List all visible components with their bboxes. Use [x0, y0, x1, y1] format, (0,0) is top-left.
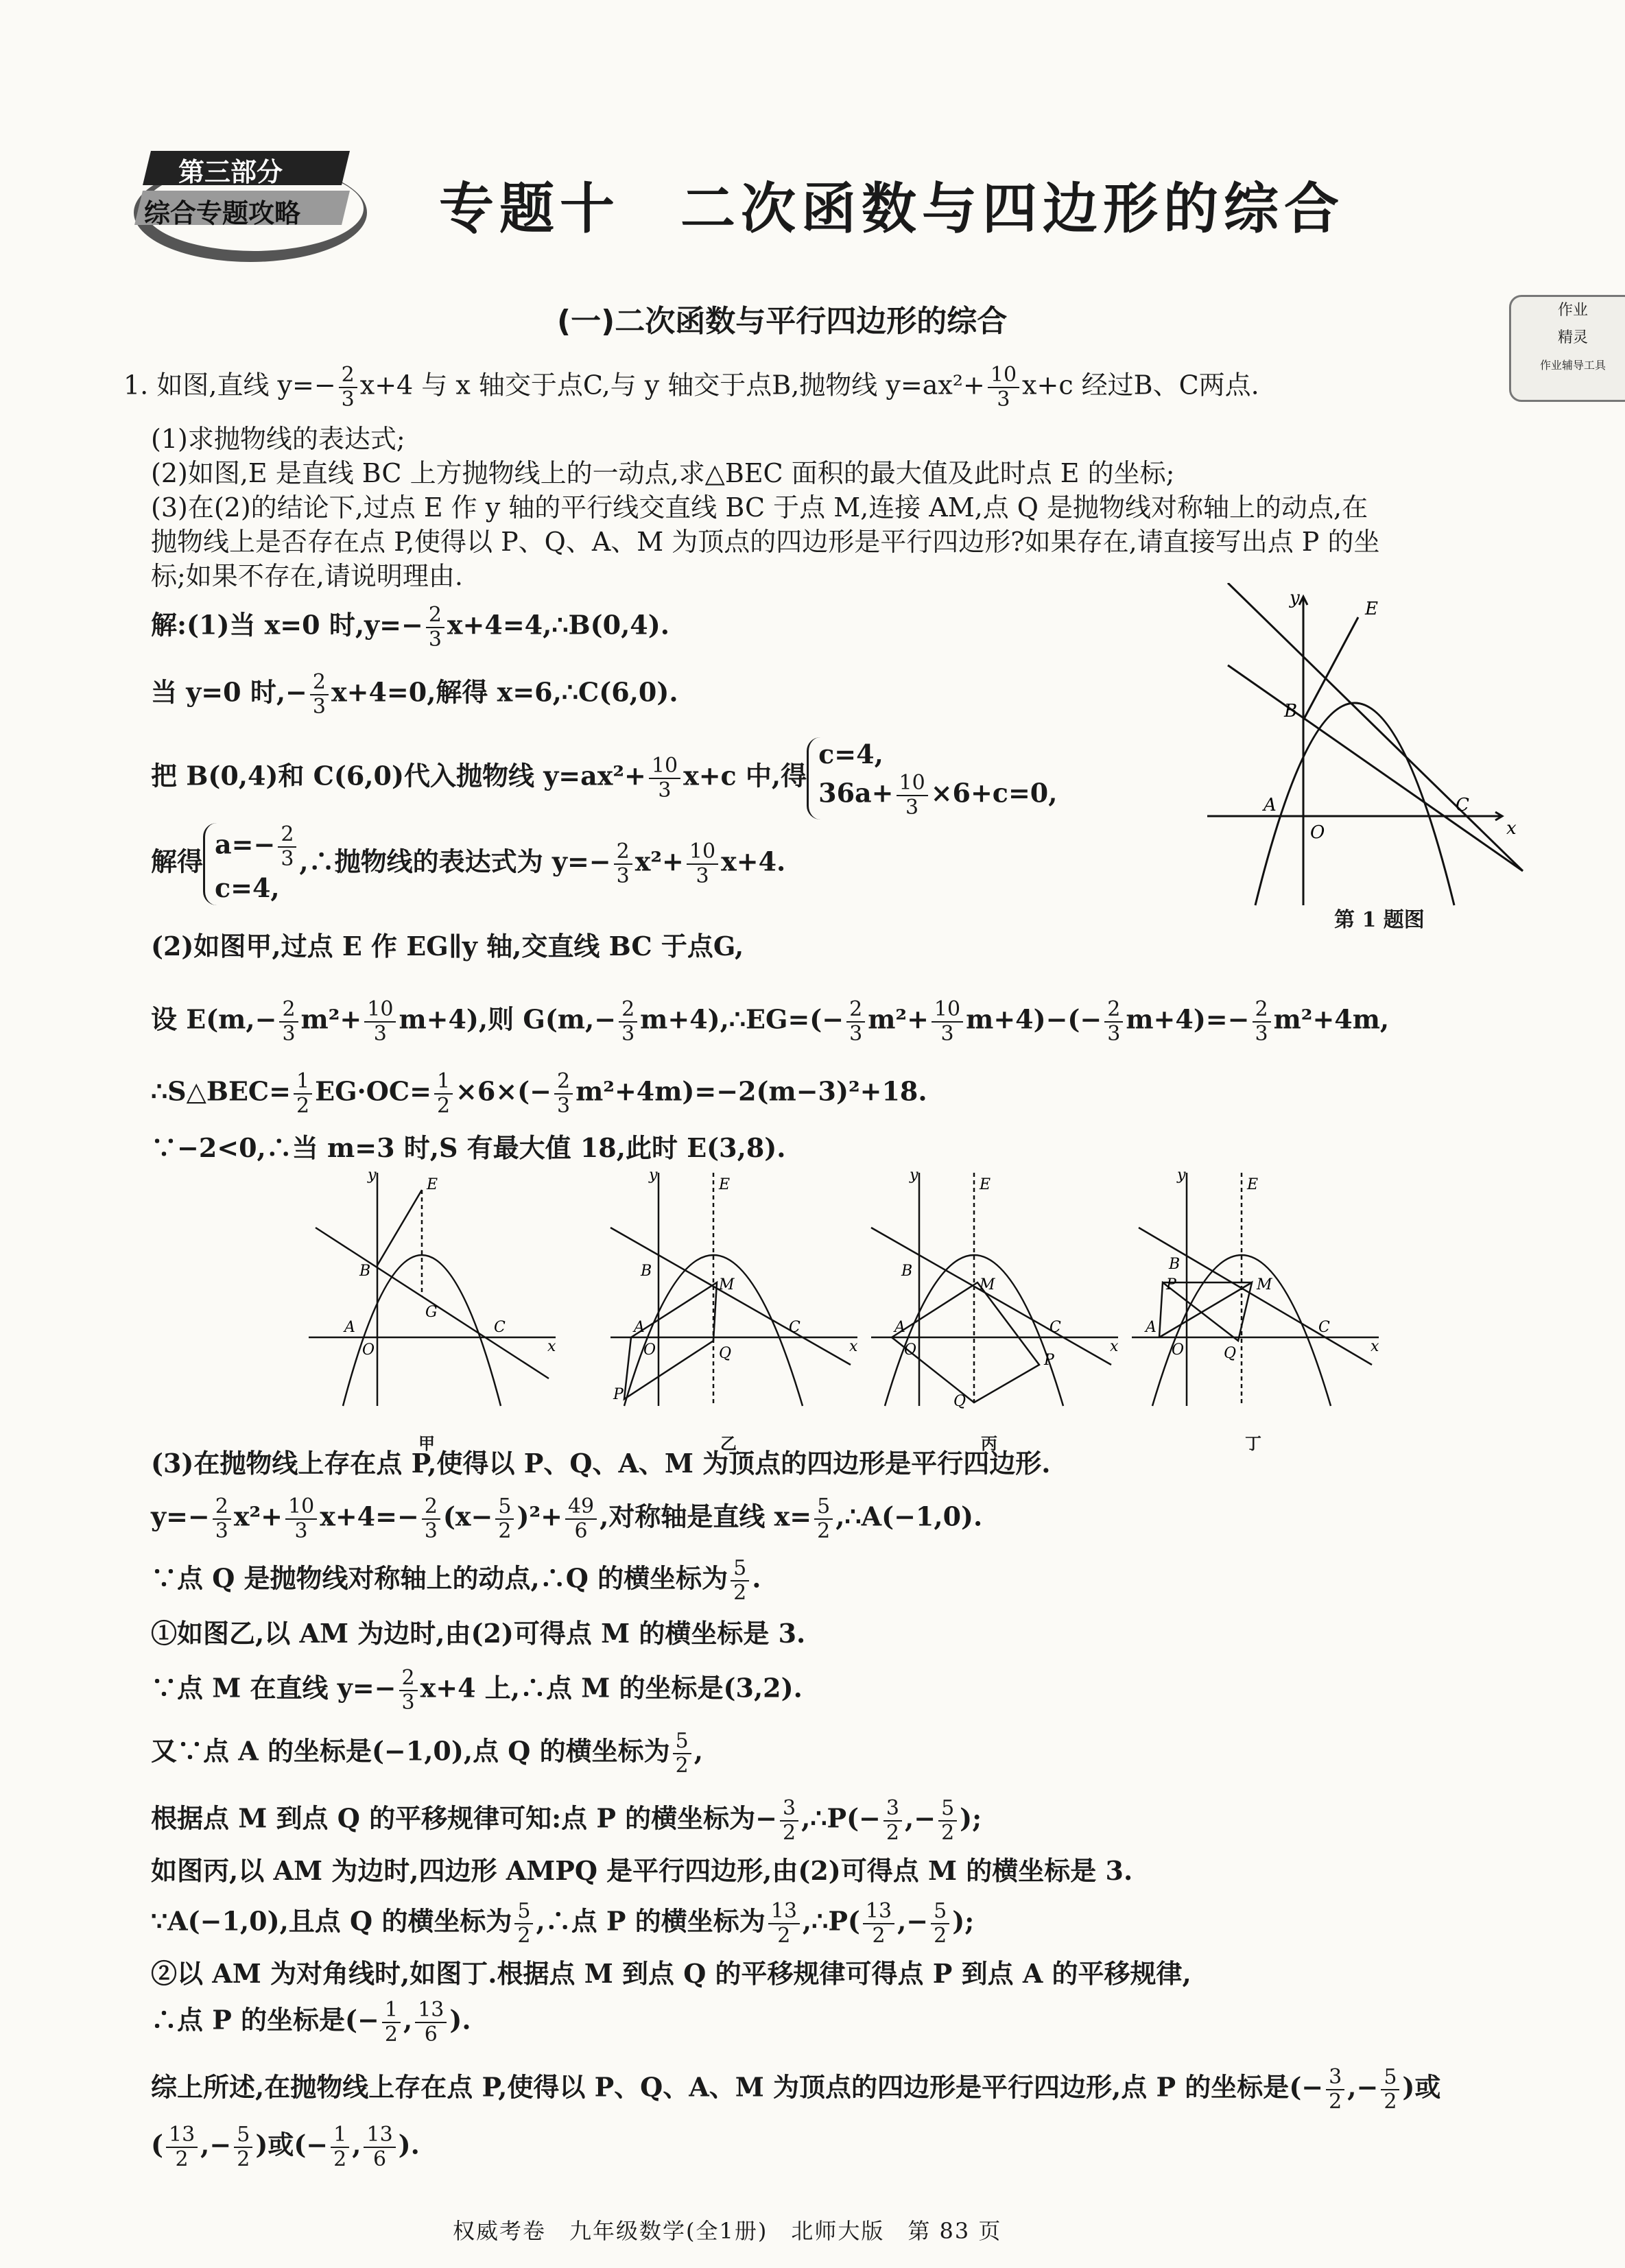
- svg-text:Q: Q: [1224, 1345, 1237, 1362]
- svg-text:C: C: [494, 1319, 506, 1336]
- solution-line-19: ∴点 P 的坐标是(− $\frac{1}{2}$ , $\frac{13}{6}$ ).: [151, 1998, 471, 2046]
- solution-line-8: ∵−2<0,∴当 m=3 时,S 有最大值 18,此时 E(3,8).: [151, 1132, 786, 1163]
- question-2: (2)如图,E 是直线 BC 上方抛物线上的一动点,求△BEC 面积的最大值及此时点 E 的坐标;: [151, 458, 1175, 488]
- frac: $\frac{10}{3}$: [988, 363, 1019, 411]
- solution-line-4: 解得a=− $\frac{2}{3}$ c=4,,∴抛物线的表达式为 y=− $\frac{2}{3}$ x²+ $\frac{10}{3}$ x+4.: [151, 823, 785, 905]
- frac: $\frac{2}{3}$: [339, 363, 357, 411]
- side-tab-line-2: 精灵: [1557, 329, 1588, 346]
- svg-text:E: E: [1247, 1176, 1259, 1193]
- page-footer: 权威考卷 九年级数学(全1册) 北师大版 第 83 页: [453, 2218, 1002, 2244]
- svg-text:Q: Q: [719, 1345, 732, 1362]
- problem-stem: [123, 363, 1259, 411]
- svg-text:y: y: [910, 1167, 918, 1184]
- svg-text:C: C: [1049, 1319, 1061, 1336]
- caption-ding: 丁: [1245, 1433, 1261, 1453]
- badge-line-2: 综合专题攻略: [144, 198, 301, 228]
- figure-ding: [1125, 1159, 1386, 1433]
- solution-line-10: y=− $\frac{2}{3}$ x²+ $\frac{10}{3}$ x+4=− $\frac{2}{3}$ (x− $\frac{5}{2}$ )²+ $\frac{49}{6}$ ,对称轴是直线 x= $\frac{5}{2}$ ,∴A(−1,0).: [151, 1494, 983, 1543]
- solution-line-20: 综上所述,在抛物线上存在点 P,使得以 P、Q、A、M 为顶点的四边形是平行四边形,点 P 的坐标是(− $\frac{3}{2}$ ,− $\frac{5}{2}$ )或: [151, 2065, 1441, 2114]
- svg-text:G: G: [425, 1304, 438, 1321]
- question-1: (1)求抛物线的表达式;: [151, 424, 405, 454]
- solution-line-21: ( $\frac{13}{2}$ ,− $\frac{5}{2}$ )或(− $\frac{1}{2}$ , $\frac{13}{6}$ ).: [151, 2123, 420, 2171]
- solution-line-16: 如图丙,以 AM 为边时,四边形 AMPQ 是平行四边形,由(2)可得点 M 的横坐标是 3.: [151, 1855, 1133, 1886]
- side-tab: [1509, 295, 1625, 402]
- svg-text:E: E: [980, 1176, 991, 1193]
- side-tab-line-1: 作业: [1557, 302, 1588, 319]
- solution-line-9: (3)在抛物线上存在点 P,使得以 P、Q、A、M 为顶点的四边形是平行四边形.: [151, 1448, 1051, 1479]
- svg-text:y: y: [649, 1167, 658, 1184]
- caption-yi: 乙: [720, 1433, 737, 1453]
- svg-text:x: x: [1371, 1338, 1379, 1355]
- stem-part-b: x+4 与 x 轴交于点C,与 y 轴交于点B,抛物线 y=ax²+: [359, 370, 985, 401]
- svg-text:P: P: [613, 1386, 624, 1403]
- svg-text:B: B: [1169, 1256, 1181, 1273]
- equation-system: c=4, 36a+ $\frac{10}{3}$ ×6+c=0,: [807, 737, 1057, 820]
- figure-bing: [864, 1159, 1125, 1433]
- svg-text:P: P: [1044, 1352, 1054, 1369]
- fig-label-b: B: [1284, 701, 1298, 721]
- solution-line-13: ∵点 M 在直线 y=− $\frac{2}{3}$ x+4 上,∴点 M 的坐标是(3,2).: [151, 1666, 803, 1715]
- fig-label-c: C: [1456, 795, 1469, 815]
- fig-label-o: O: [1310, 822, 1325, 843]
- solution-line-14: 又∵点 A 的坐标是(−1,0),点 Q 的横坐标为 $\frac{5}{2}$ ,: [151, 1729, 703, 1778]
- solution-line-1: 解:(1)当 x=0 时,y=− $\frac{2}{3}$ x+4=4,∴B(0,4).: [151, 603, 669, 652]
- solution-line-15: 根据点 M 到点 Q 的平移规律可知:点 P 的横坐标为− $\frac{3}{2}$ ,∴P(− $\frac{3}{2}$ ,− $\frac{5}{2}$ );: [151, 1796, 982, 1845]
- stem-part-c: x+c 经过B、C两点.: [1022, 370, 1259, 401]
- svg-text:E: E: [719, 1176, 731, 1193]
- section-title: (一)二次函数与平行四边形的综合: [557, 304, 1008, 339]
- question-3-line-2: 抛物线上是否存在点 P,使得以 P、Q、A、M 为顶点的四边形是平行四边形?如果存在,请直接写出点 P 的坐: [151, 527, 1380, 557]
- svg-text:E: E: [427, 1176, 438, 1193]
- solution-line-5: (2)如图甲,过点 E 作 EG∥y 轴,交直线 BC 于点G,: [151, 931, 744, 962]
- solution-line-2: 当 y=0 时,− $\frac{2}{3}$ x+4=0,解得 x=6,∴C(6,0).: [151, 670, 678, 719]
- solution-line-7: ∴S△BEC= $\frac{1}{2}$ EG·OC= $\frac{1}{2}$ ×6×(− $\frac{2}{3}$ m²+4m)=−2(m−3)²+18.: [151, 1069, 927, 1118]
- svg-text:Q: Q: [953, 1393, 966, 1410]
- svg-text:y: y: [368, 1167, 377, 1184]
- side-tab-line-3: 作业辅导工具: [1539, 359, 1606, 372]
- figure-jia: [302, 1159, 562, 1433]
- main-figure-caption: 第 1 题图: [1334, 908, 1425, 932]
- fig-label-e: E: [1365, 599, 1378, 619]
- badge-line-1: 第三部分: [178, 157, 283, 187]
- fig-label-a: A: [1264, 795, 1277, 815]
- problem-number: 1.: [123, 370, 149, 401]
- svg-text:A: A: [344, 1319, 355, 1336]
- solution-line-18: ②以 AM 为对角线时,如图丁.根据点 M 到点 Q 的平移规律可得点 P 到点 A 的平移规律,: [151, 1958, 1191, 1989]
- svg-text:O: O: [904, 1341, 917, 1359]
- svg-text:C: C: [1318, 1319, 1330, 1336]
- section-badge: [123, 137, 370, 267]
- solution-line-3: 把 B(0,4)和 C(6,0)代入抛物线 y=ax²+ $\frac{10}{3}$ x+c 中,得c=4, 36a+ $\frac{10}{3}$ ×6+c=0,: [151, 739, 1058, 820]
- svg-text:A: A: [1146, 1319, 1157, 1336]
- solution-line-6: 设 E(m,− $\frac{2}{3}$ m²+ $\frac{10}{3}$ m+4),则 G(m,− $\frac{2}{3}$ m+4),∴EG=(− $\frac{2}{3}$ m²+ $\frac{10}{3}$ m+4)−(− $\frac{2}{3}$ m+4)=− $\frac{2}{3}$ m²+4m,: [151, 997, 1390, 1046]
- svg-text:A: A: [634, 1319, 645, 1336]
- svg-text:O: O: [362, 1341, 375, 1359]
- svg-text:x: x: [547, 1338, 556, 1355]
- svg-text:x: x: [1110, 1338, 1119, 1355]
- question-3-line-3: 标;如果不存在,请说明理由.: [151, 561, 463, 591]
- svg-text:x: x: [849, 1338, 858, 1355]
- question-3-line-1: (3)在(2)的结论下,过点 E 作 y 轴的平行线交直线 BC 于点 M,连接 AM,点 Q 是抛物线对称轴上的动点,在: [151, 492, 1368, 523]
- solution-line-11: ∵点 Q 是抛物线对称轴上的动点,∴Q 的横坐标为 $\frac{5}{2}$ .: [151, 1556, 761, 1605]
- svg-text:O: O: [643, 1341, 656, 1359]
- stem-part-a: 如图,直线 y=−: [156, 370, 336, 401]
- svg-text:C: C: [789, 1319, 800, 1336]
- caption-bing: 丙: [981, 1433, 997, 1453]
- solution-line-12: ①如图乙,以 AM 为边时,由(2)可得点 M 的横坐标是 3.: [151, 1618, 806, 1649]
- svg-text:M: M: [719, 1276, 735, 1293]
- fig-label-y: y: [1290, 588, 1300, 608]
- solution-system: a=− $\frac{2}{3}$ c=4,: [203, 823, 299, 905]
- main-figure: [1200, 583, 1543, 940]
- svg-text:O: O: [1172, 1341, 1185, 1359]
- solution-line-17: ∵A(−1,0),且点 Q 的横坐标为 $\frac{5}{2}$ ,∴点 P 的横坐标为 $\frac{13}{2}$ ,∴P( $\frac{13}{2}$ ,− $\frac{5}{2}$ );: [151, 1899, 975, 1948]
- svg-text:P: P: [1166, 1276, 1176, 1293]
- svg-text:M: M: [980, 1276, 995, 1293]
- svg-text:M: M: [1257, 1276, 1272, 1293]
- fig-label-x: x: [1506, 818, 1517, 839]
- svg-text:y: y: [1177, 1167, 1186, 1184]
- svg-text:B: B: [359, 1263, 371, 1280]
- figure-yi: [604, 1159, 864, 1433]
- svg-text:B: B: [641, 1263, 652, 1280]
- svg-text:A: A: [894, 1319, 905, 1336]
- page-title: 专题十 二次函数与四边形的综合: [439, 177, 1344, 241]
- caption-jia: 甲: [418, 1433, 435, 1453]
- svg-text:B: B: [901, 1263, 913, 1280]
